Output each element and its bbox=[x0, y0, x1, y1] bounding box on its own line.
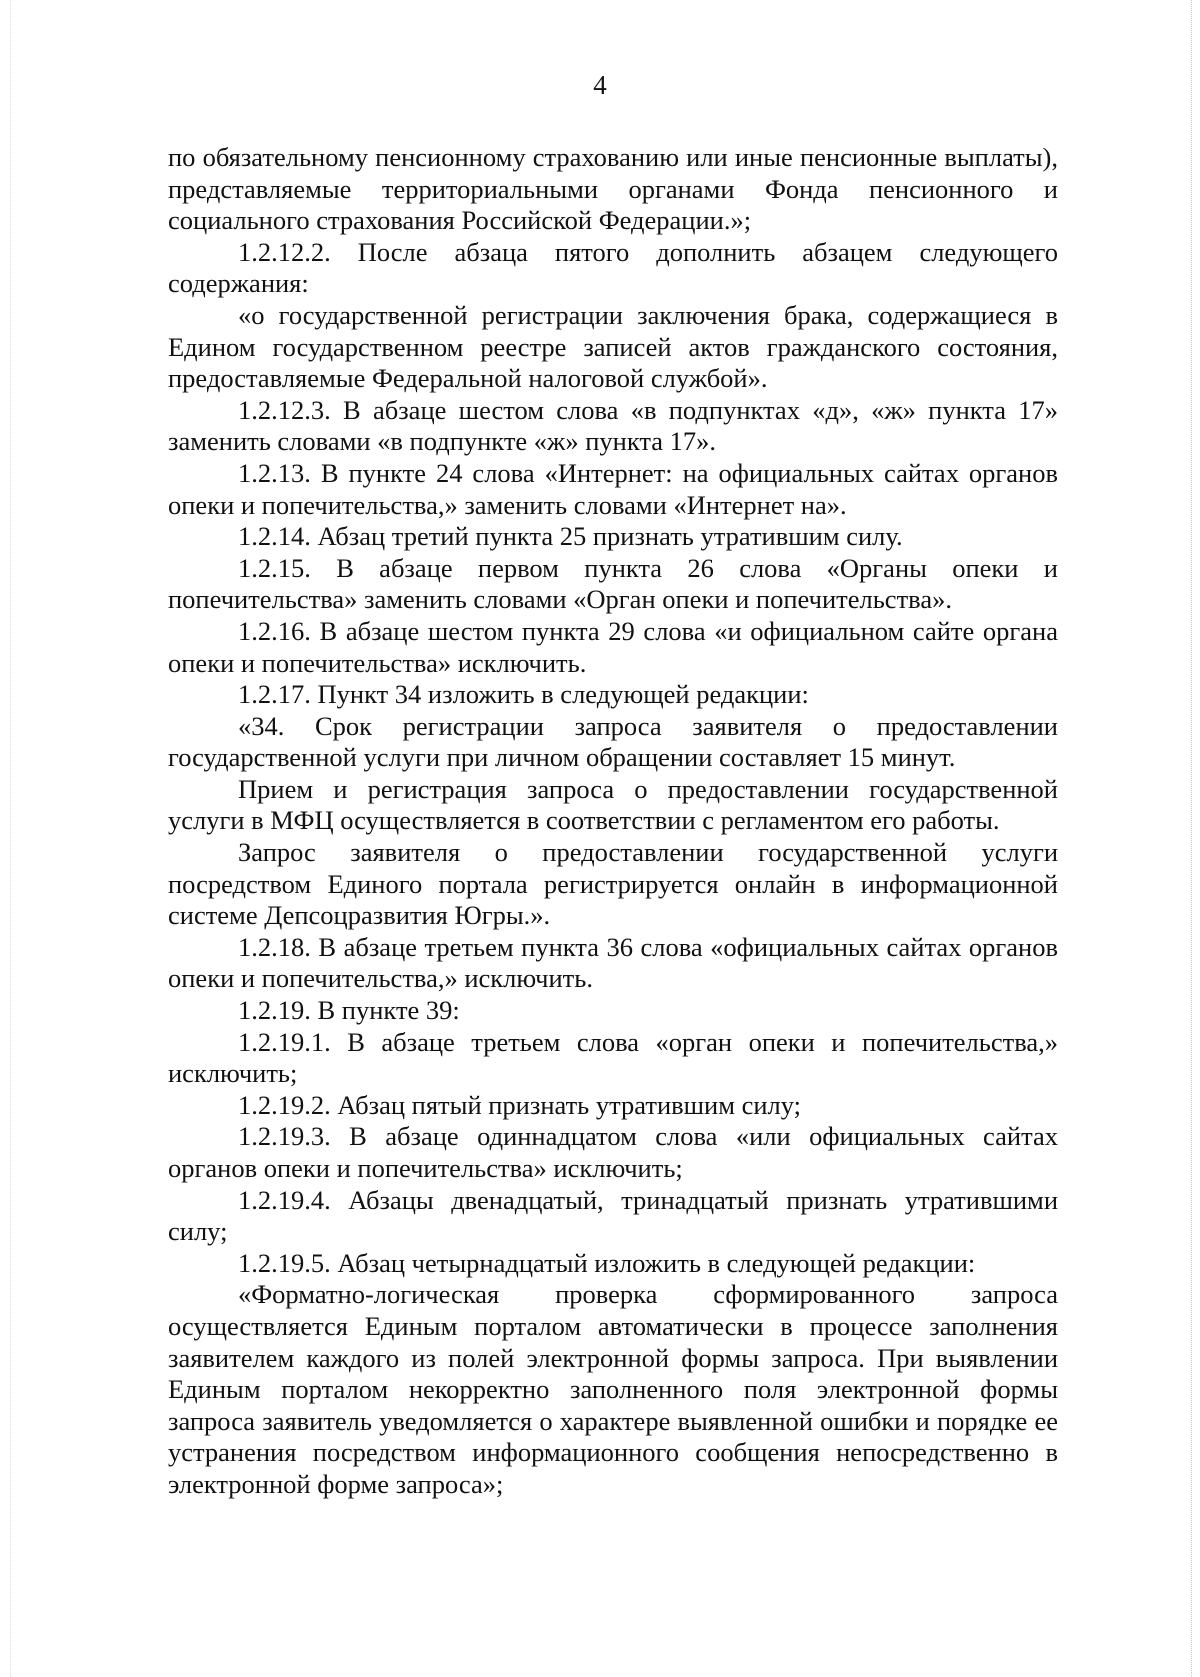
paragraph: 1.2.19.1. В абзаце третьем слова «орган опеки и попечительства,» исключить; bbox=[168, 1026, 1058, 1089]
paragraph: 1.2.12.3. В абзаце шестом слова «в подпунктах «д», «ж» пункта 17» заменить словами «в подпункте «ж» пункта 17». bbox=[168, 394, 1058, 457]
paragraph: 1.2.18. В абзаце третьем пункта 36 слова «официальных сайтах органов опеки и попечительства,» исключить. bbox=[168, 931, 1058, 994]
document-body bbox=[168, 142, 1058, 1501]
paragraph: 1.2.19. В пункте 39: bbox=[238, 995, 460, 1026]
paragraph: 1.2.14. Абзац третий пункта 25 признать утратившим силу. bbox=[238, 521, 903, 552]
paragraph: «о государственной регистрации заключения брака, содержащиеся в Едином государственном реестре записей актов гражданского состояния, предоставляемые Федеральной налоговой службой». bbox=[168, 299, 1058, 394]
paragraph: 1.2.12.2. После абзаца пятого дополнить абзацем следующего содержания: bbox=[168, 236, 1058, 299]
paragraph: 1.2.19.2. Абзац пятый признать утратившим силу; bbox=[238, 1089, 802, 1120]
scan-edge-left bbox=[10, 0, 11, 1677]
paragraph: «Форматно-логическая проверка сформированного запроса осуществляется Единым порталом автоматически в процессе заполнения заявителем каждого из полей электронной формы запроса. При выявлении Единым порталом некорректно заполненного поля электронной формы запроса заявитель уведомляется о характере выявленной ошибки и порядке ее устранения посредством информационного сообщения непосредственно в электронной форме запроса»; bbox=[168, 1279, 1058, 1499]
page-number: 4 bbox=[593, 70, 607, 100]
paragraph: 1.2.16. В абзаце шестом пункта 29 слова «и официальном сайте органа опеки и попечительства» исключить. bbox=[168, 615, 1058, 678]
paragraph: 1.2.19.5. Абзац четырнадцатый изложить в следующей редакции: bbox=[238, 1247, 976, 1278]
paragraph: 1.2.13. В пункте 24 слова «Интернет: на официальных сайтах органов опеки и попечительства,» заменить словами «Интернет на». bbox=[168, 457, 1058, 520]
paragraph: 1.2.15. В абзаце первом пункта 26 слова «Органы опеки и попечительства» заменить словами «Орган опеки и попечительства». bbox=[168, 552, 1058, 615]
paragraph: 1.2.19.4. Абзацы двенадцатый, тринадцатый признать утратившими силу; bbox=[168, 1184, 1058, 1247]
paragraph: «34. Срок регистрации запроса заявителя о предоставлении государственной услуги при личном обращении составляет 15 минут. bbox=[168, 710, 1058, 773]
paragraph: Прием и регистрация запроса о предоставлении государственной услуги в МФЦ осуществляется в соответствии с регламентом его работы. bbox=[168, 773, 1058, 836]
paragraph: 1.2.17. Пункт 34 изложить в следующей редакции: bbox=[238, 679, 809, 710]
paragraph: Запрос заявителя о предоставлении государственной услуги посредством Единого портала регистрируется онлайн в информационной системе Депсоцразвития Югры.». bbox=[168, 837, 1058, 931]
paragraph: 1.2.19.3. В абзаце одиннадцатом слова «или официальных сайтах органов опеки и попечительства» исключить; bbox=[168, 1121, 1058, 1183]
paragraph: по обязательному пенсионному страхованию или иные пенсионные выплаты), представляемые территориальными органами Фонда пенсионного и социального страхования Российской Федерации.»; bbox=[168, 142, 1058, 236]
scan-edge-right bbox=[1191, 0, 1192, 1677]
